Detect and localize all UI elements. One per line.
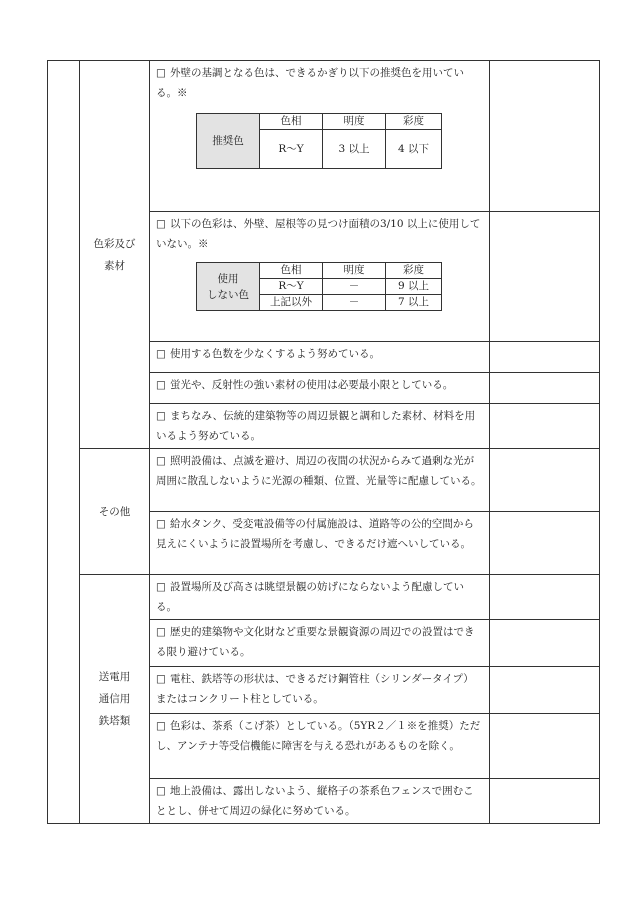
remarks-cell [490,404,600,449]
checkbox-icon[interactable]: □ [156,218,166,230]
check-item [150,449,490,512]
remarks-cell [490,620,600,667]
checkbox-icon[interactable]: □ [156,720,166,732]
remarks-cell [490,667,600,714]
recommended-chroma: 4 以下 [386,130,442,169]
recommended-value: 3 以上 [323,130,386,169]
prohibited-hue: 上記以外 [260,295,323,311]
item-text: □ 地上設備は、露出しないよう、縦格子の茶系色フェンスで囲むこととし、併せて周辺の緑化に努めている。 [156,781,483,821]
header-chroma: 彩度 [386,263,442,279]
remarks-cell [490,449,600,512]
check-item [150,620,490,667]
table-row [48,449,600,512]
remarks-cell [490,512,600,575]
checkbox-icon[interactable]: □ [156,581,166,593]
item-text: □ 設置場所及び高さは眺望景観の妨げにならないよう配慮している。 [156,577,483,617]
checkbox-icon[interactable]: □ [156,626,166,638]
prohibited-row-label: 使用 しない色 [197,263,260,311]
remarks-cell [490,61,600,212]
remarks-cell [490,342,600,373]
remarks-cell [490,779,600,824]
check-item [150,512,490,575]
item-text: □ 使用する色数を少なくするよう努めている。 [156,344,483,364]
header-hue: 色相 [260,263,323,279]
category-other [80,449,150,575]
check-item [150,61,490,212]
prohibited-chroma: 9 以上 [386,279,442,295]
checklist-table [47,60,600,824]
item-text: □ 歴史的建築物や文化財など重要な景観資源の周辺での設置はできる限り避けている。 [156,622,483,662]
prohibited-chroma: 7 以上 [386,295,442,311]
item-text: □ 外壁の基調となる色は、できるかぎり以下の推奨色を用いている。※ [156,63,483,103]
remarks-cell [490,575,600,620]
item-text: □ 以下の色彩は、外壁、屋根等の見つけ面積の3/10 以上に使用していない。※ [156,214,483,254]
prohibited-color-table [196,262,442,311]
check-item [150,342,490,373]
remarks-cell [490,373,600,404]
check-item [150,212,490,342]
checkbox-icon[interactable]: □ [156,348,166,360]
checkbox-icon[interactable]: □ [156,455,166,467]
check-item [150,404,490,449]
checkbox-icon[interactable]: □ [156,410,166,422]
check-item [150,779,490,824]
remarks-cell [490,212,600,342]
outer-margin-column [48,61,80,824]
checkbox-icon[interactable]: □ [156,67,166,79]
header-hue: 色相 [260,114,323,130]
recommended-color-table [196,113,442,169]
item-text: □ 給水タンク、受変電設備等の付属施設は、道路等の公的空間から見えにくいように設置場所を考慮し、できるだけ遮へいしている。 [156,514,483,554]
header-chroma: 彩度 [386,114,442,130]
check-item [150,373,490,404]
item-text: □ 蛍光や、反射性の強い素材の使用は必要最小限としている。 [156,375,483,395]
recommended-hue: R～Y [260,130,323,169]
prohibited-hue: R～Y [260,279,323,295]
checkbox-icon[interactable]: □ [156,673,166,685]
checkbox-icon[interactable]: □ [156,785,166,797]
checkbox-icon[interactable]: □ [156,379,166,391]
item-text: □ まちなみ、伝統的建築物等の周辺景観と調和した素材、材料を用いるよう努めている。 [156,406,483,446]
table-row [48,61,600,212]
category-label: その他 [98,505,131,518]
item-text: □ 電柱、鉄塔等の形状は、できるだけ鋼管柱（シリンダータイプ）またはコンクリート柱としている。 [156,669,483,709]
check-item [150,667,490,714]
category-label: 色彩及び 素材 [93,237,136,272]
recommended-row-label: 推奨色 [197,114,260,169]
check-item [150,575,490,620]
remarks-cell [490,714,600,779]
checkbox-icon[interactable]: □ [156,518,166,530]
item-text: □ 色彩は、茶系（こげ茶）としている。（5YR２／１※を推奨）ただし、アンテナ等受信機能に障害を与える恐れがあるものを除く。 [156,716,483,756]
prohibited-value: － [323,279,386,295]
category-label: 送電用 通信用 鉄塔類 [98,671,131,727]
item-text: □ 照明設備は、点滅を避け、周辺の夜間の状況からみて過剰な光が周囲に散乱しないように光源の種類、位置、光量等に配慮している。 [156,451,483,491]
check-item [150,714,490,779]
prohibited-value: － [323,295,386,311]
header-value: 明度 [323,263,386,279]
category-color-materials [80,61,150,449]
header-value: 明度 [323,114,386,130]
table-row [48,575,600,620]
category-towers [80,575,150,824]
